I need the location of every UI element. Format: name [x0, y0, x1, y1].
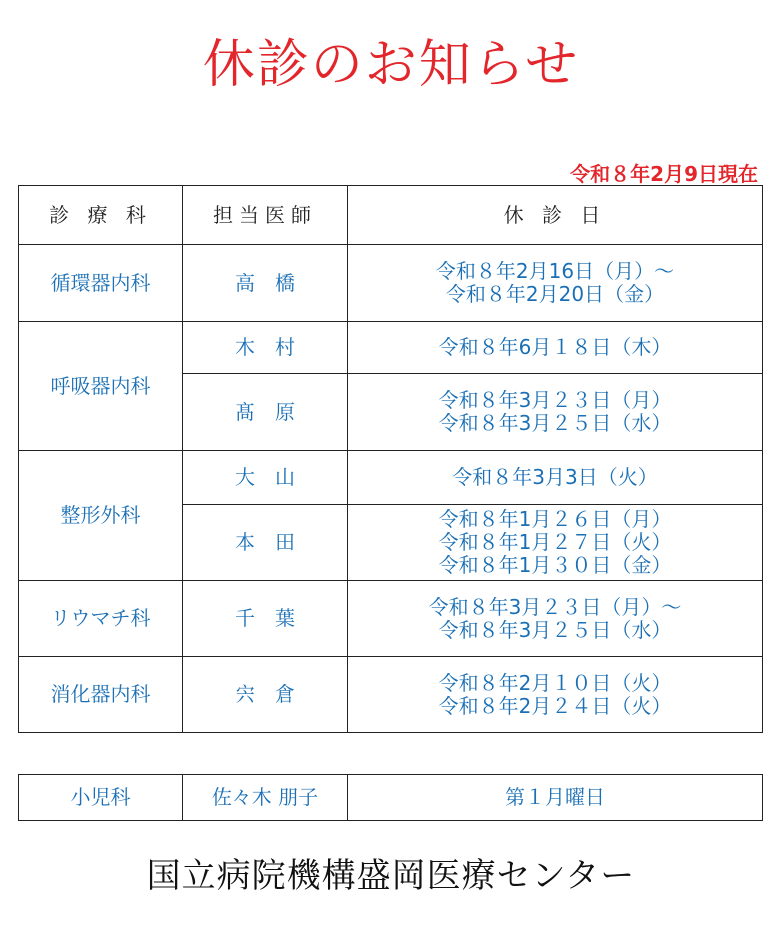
closed-days: 第１月曜日 — [348, 775, 763, 821]
table-row — [19, 581, 763, 657]
department-name: リウマチ科 — [19, 581, 183, 657]
header-closed-days: 休 診 日 — [348, 186, 763, 245]
closed-date: 令和８年3月２５日（水） — [438, 411, 672, 435]
department-name: 消化器内科 — [19, 657, 183, 733]
closed-days — [348, 374, 763, 451]
closed-date: 令和８年2月１０日（火） — [438, 670, 672, 695]
closed-date: 令和８年3月２５日（水） — [438, 617, 672, 642]
table-row — [19, 245, 763, 322]
closed-days — [348, 581, 763, 657]
as-of-date: 令和８年2月9日現在 — [570, 162, 758, 186]
department-name: 小児科 — [19, 775, 183, 821]
pediatrics-table — [18, 774, 763, 821]
doctor-name: 本 田 — [183, 505, 348, 581]
table-row — [19, 775, 763, 821]
closed-date: 令和８年2月20日（金） — [445, 282, 665, 306]
closed-date: 令和８年6月１８日（木） — [438, 335, 672, 359]
closed-date: 令和８年2月２４日（火） — [438, 693, 672, 718]
department-name: 呼吸器内科 — [19, 322, 183, 451]
table-row — [19, 322, 763, 374]
table-row — [19, 451, 763, 505]
closed-days — [348, 322, 763, 374]
doctor-name: 高 橋 — [183, 245, 348, 322]
doctor-name: 髙 原 — [183, 374, 348, 451]
closed-date: 令和８年1月３０日（金） — [438, 553, 672, 577]
closed-days — [348, 245, 763, 322]
closed-date: 令和８年2月16日（月）～ — [435, 259, 675, 283]
page-title: 休診のお知らせ — [202, 35, 580, 95]
department-name: 整形外科 — [19, 451, 183, 581]
closed-days — [348, 505, 763, 581]
closed-days — [348, 657, 763, 733]
hospital-name: 国立病院機構盛岡医療センター — [146, 856, 636, 896]
doctor-name: 木 村 — [183, 322, 348, 374]
header-doctor: 担当医師 — [183, 186, 348, 245]
closed-date: 令和８年3月3日（火） — [452, 465, 658, 489]
doctor-name: 佐々木 朋子 — [183, 775, 348, 821]
closed-days — [348, 451, 763, 505]
doctor-name: 宍 倉 — [183, 657, 348, 733]
closed-date: 令和８年1月２６日（月） — [438, 507, 672, 531]
table-row — [19, 657, 763, 733]
table-header-row — [19, 186, 763, 245]
closed-date: 令和８年3月２３日（月） — [438, 388, 672, 412]
closure-table — [18, 185, 763, 733]
department-name: 循環器内科 — [19, 245, 183, 322]
header-department: 診 療 科 — [19, 186, 183, 245]
closed-date: 令和８年1月２７日（火） — [438, 530, 672, 554]
closed-date: 令和８年3月２３日（月）～ — [428, 594, 682, 619]
doctor-name: 大 山 — [183, 451, 348, 505]
doctor-name: 千 葉 — [183, 581, 348, 657]
